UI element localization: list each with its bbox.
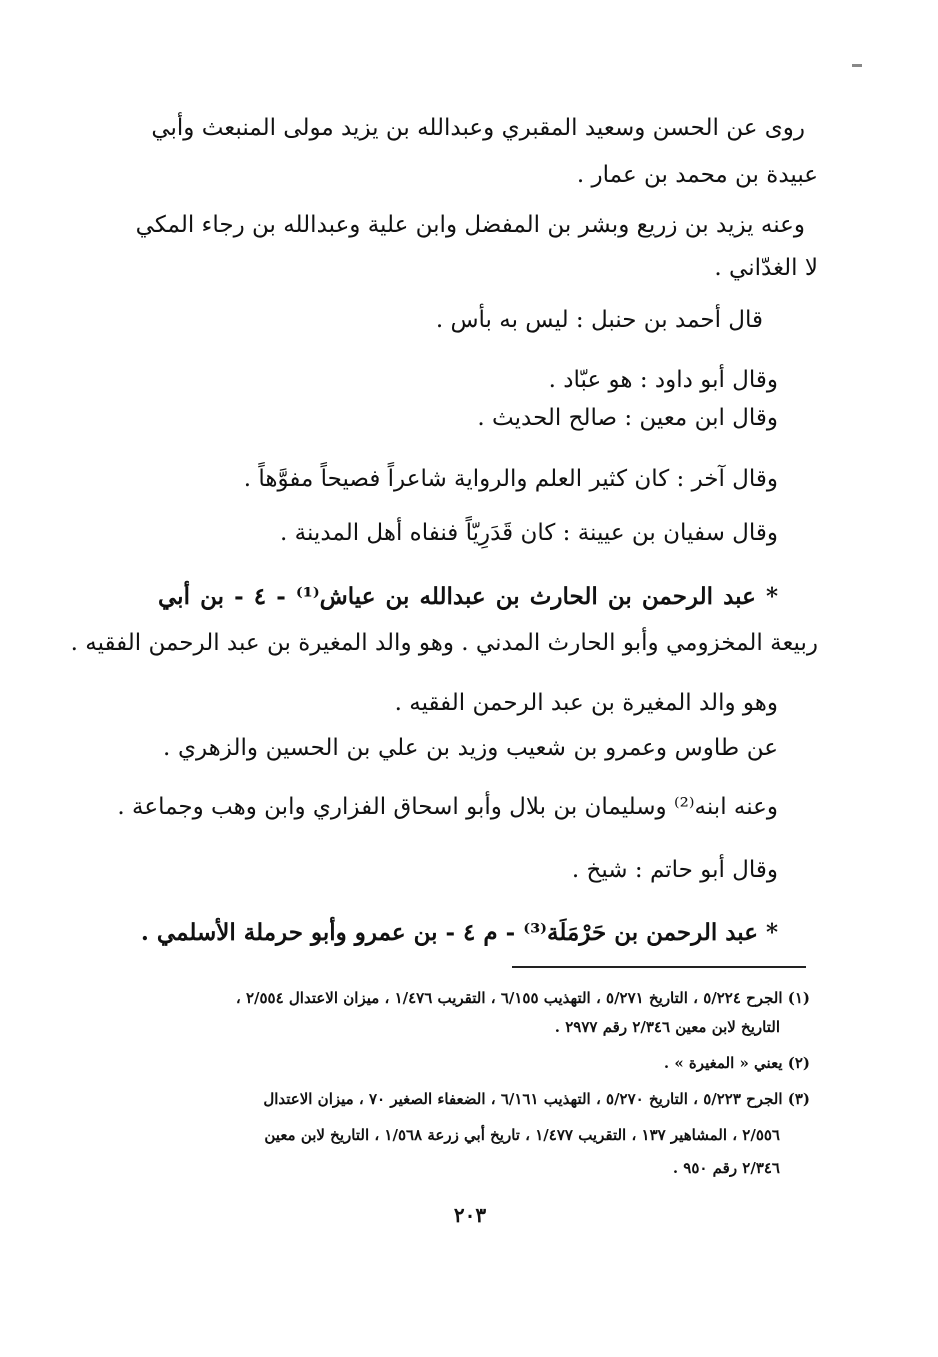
footnote-separator bbox=[512, 966, 806, 968]
body-line-2: عبيدة بن محمد بن عمار . bbox=[576, 162, 818, 188]
entry-heading-1: * عبد الرحمن بن الحارث بن عبدالله بن عياش⁽¹⁾ - ٤ - بن أبي bbox=[158, 583, 778, 610]
entry-heading-2: * عبد الرحمن بن حَرْمَلَة⁽³⁾ - م ٤ - بن عمرو وأبو حرملة الأسلمي . bbox=[140, 919, 778, 946]
footnote-2: (٢) يعني « المغيرة » . bbox=[663, 1054, 810, 1072]
body-line-3: وعنه يزيد بن زريع وبشر بن المفضل وابن علية وعبدالله بن رجاء المكي bbox=[135, 212, 805, 238]
body-line-14: وعنه ابنه⁽²⁾ وسليمان بن بلال وأبو اسحاق الفزاري وابن وهب وجماعة . bbox=[117, 794, 778, 820]
footnote-3-line-2: ٢/٥٥٦ ، المشاهير ١٣٧ ، التقريب ١/٤٧٧ ، تاريخ أبي زرعة ١/٥٦٨ ، التاريخ لابن معين bbox=[264, 1126, 780, 1144]
footnote-3-line-3: ٢/٣٤٦ رقم ٩٥٠ . bbox=[672, 1159, 780, 1177]
body-line-1: روى عن الحسن وسعيد المقبري وعبدالله بن يزيد مولى المنبعث وأبي bbox=[151, 115, 805, 141]
body-line-9: وقال سفيان بن عيينة : كان قَدَرِيّاً فنفاه أهل المدينة . bbox=[280, 520, 778, 546]
body-line-11: ربيعة المخزومي وأبو الحارث المدني . وهو والد المغيرة بن عبد الرحمن الفقيه . bbox=[70, 630, 818, 656]
body-line-7: وقال ابن معين : صالح الحديث . bbox=[477, 405, 778, 431]
footnote-3-line-1: (٣) الجرح ٥/٢٢٣ ، التاريخ ٥/٢٧٠ ، التهذيب ٦/١٦١ ، الضعفاء الصغير ٧٠ ، ميزان الاعتدال bbox=[263, 1090, 810, 1108]
page-number: ٢٠٣ bbox=[453, 1203, 487, 1227]
body-line-13: عن طاوس وعمرو بن شعيب وزيد بن علي بن الحسين والزهري . bbox=[163, 735, 778, 761]
body-line-5: قال أحمد بن حنبل : ليس به بأس . bbox=[435, 307, 763, 333]
body-line-6: وقال أبو داود : هو عبّاد . bbox=[548, 367, 778, 393]
scan-speck bbox=[852, 64, 862, 67]
body-line-15: وقال أبو حاتم : شيخ . bbox=[571, 857, 778, 883]
body-line-4: لا الغدّاني . bbox=[714, 255, 818, 281]
footnote-1-line-2: التاريخ لابن معين ٢/٣٤٦ رقم ٢٩٧٧ . bbox=[554, 1018, 780, 1036]
footnote-1-line-1: (١) الجرح ٥/٢٢٤ ، التاريخ ٥/٢٧١ ، التهذيب ٦/١٥٥ ، التقريب ١/٤٧٦ ، ميزان الاعتدال ٢/٥٥٤ ، bbox=[235, 989, 810, 1007]
body-line-8: وقال آخر : كان كثير العلم والرواية شاعراً فصيحاً مفوَّهاً . bbox=[243, 466, 778, 492]
body-line-12: وهو والد المغيرة بن عبد الرحمن الفقيه . bbox=[394, 690, 778, 716]
